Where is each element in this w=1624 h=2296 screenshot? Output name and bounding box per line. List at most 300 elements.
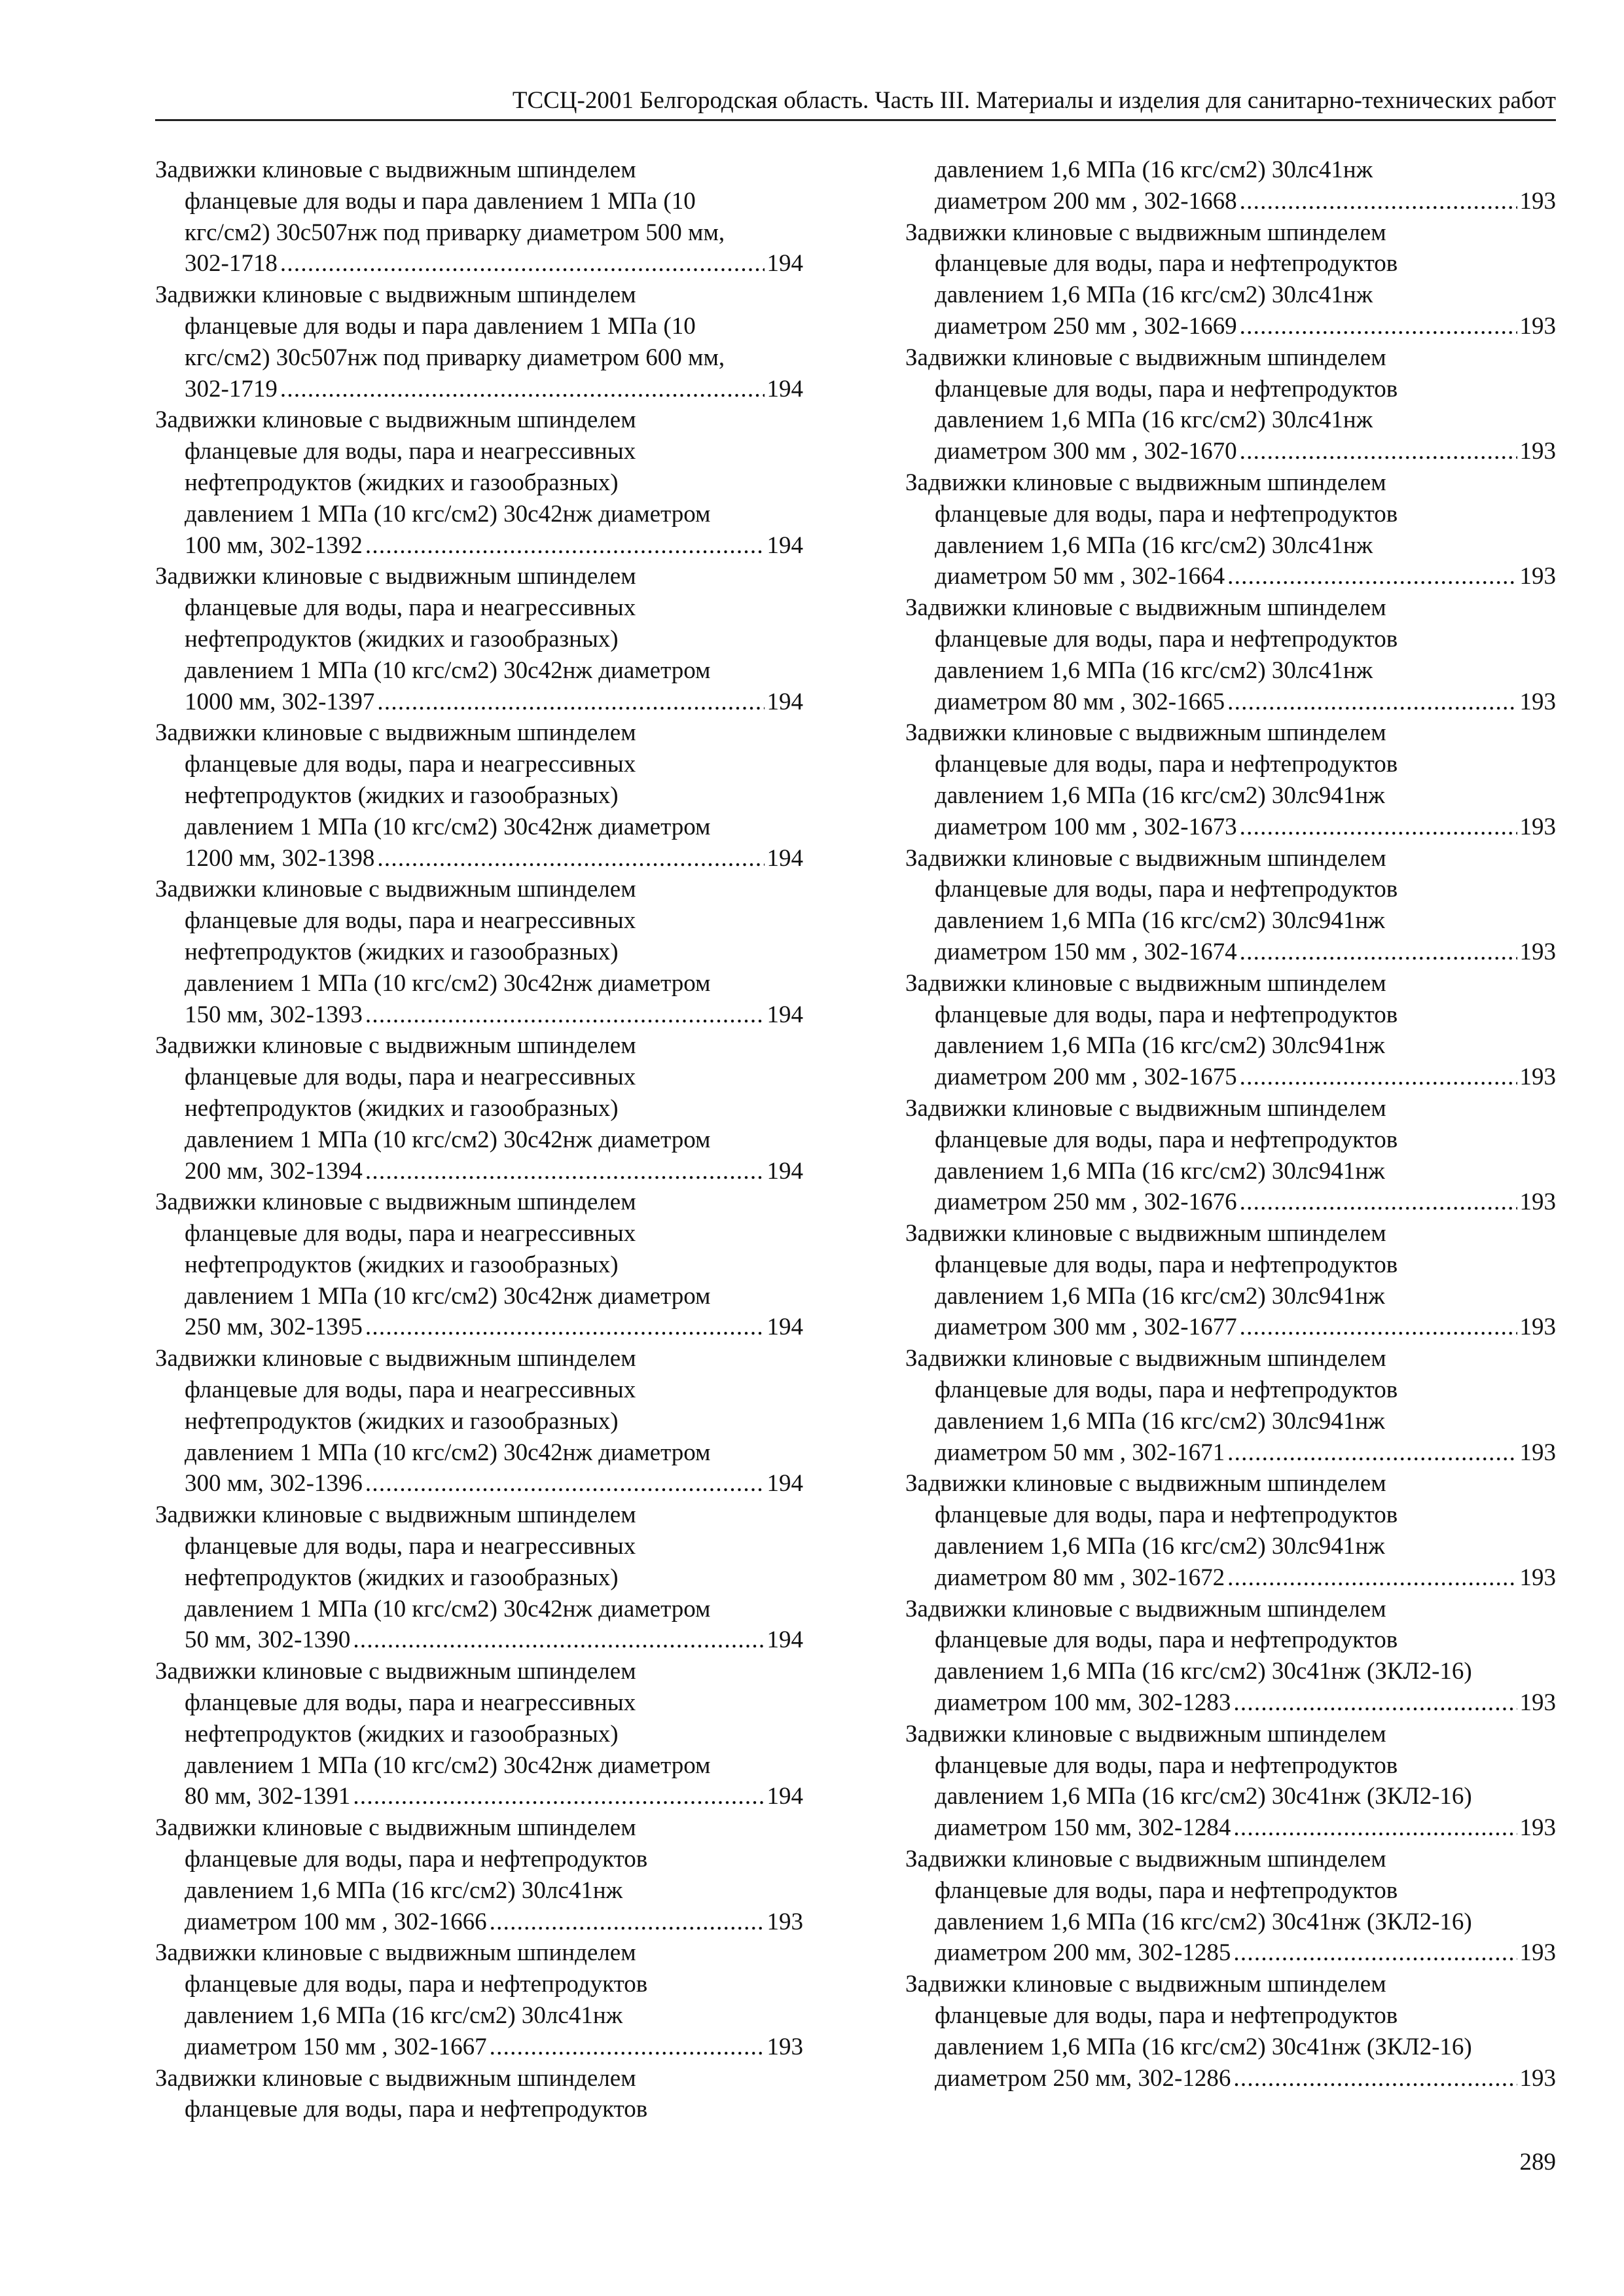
entry-text: давлением 1 МПа (10 кгс/см2) 30с42нж диаметром <box>185 1751 711 1779</box>
entry-text: Задвижки клиновые с выдвижным шпинделем <box>155 1501 636 1529</box>
entry-text: Задвижки клиновые с выдвижным шпинделем <box>905 1220 1386 1247</box>
index-entry-line <box>155 717 803 749</box>
entry-page-number: 193 <box>767 2033 803 2060</box>
entry-page-number: 193 <box>1519 438 1556 465</box>
entry-page-number: 194 <box>767 1314 803 1341</box>
dot-leader <box>1240 186 1517 217</box>
entry-page-number: 193 <box>1519 1939 1556 1967</box>
dot-leader <box>1227 1437 1517 1469</box>
index-entry-last-line <box>905 1687 1556 1719</box>
index-entry-line <box>905 905 1556 937</box>
index-entry-line <box>155 905 803 937</box>
dot-leader <box>365 530 765 562</box>
entry-text: 100 мм, 302-1392 <box>185 531 363 559</box>
entry-text: фланцевые для воды, пара и нефтепродуктов <box>185 1971 648 1998</box>
entry-text: фланцевые для воды, пара и нефтепродуктов <box>935 1501 1398 1529</box>
index-entry-line <box>905 499 1556 530</box>
dot-leader <box>353 1624 764 1656</box>
entry-text: Задвижки клиновые с выдвижным шпинделем <box>155 563 636 590</box>
entry-text: фланцевые для воды, пара и нефтепродуктов <box>935 751 1398 778</box>
entry-page-number: 193 <box>1519 312 1556 340</box>
entry-text: фланцевые для воды, пара и нефтепродуктов <box>935 500 1398 528</box>
index-entry-line <box>155 2000 803 2032</box>
index-entry-last-line <box>905 1062 1556 1093</box>
entry-text: нефтепродуктов (жидких и газообразных) <box>185 1251 619 1278</box>
entry-page-number: 193 <box>1519 187 1556 215</box>
entry-text: диаметром 200 мм , 302-1675 <box>935 1064 1237 1091</box>
index-entry-line <box>155 780 803 812</box>
entry-text: Задвижки клиновые с выдвижным шпинделем <box>905 719 1386 747</box>
entry-text: фланцевые для воды, пара и нефтепродуктов <box>935 876 1398 903</box>
dot-leader <box>280 374 765 405</box>
index-entry-line <box>905 374 1556 405</box>
dot-leader <box>1227 1562 1517 1594</box>
index-entry-line <box>155 624 803 655</box>
entry-text: Задвижки клиновые с выдвижным шпинделем <box>905 1094 1386 1122</box>
index-entry-line <box>155 561 803 592</box>
index-entry-last-line <box>155 687 803 718</box>
entry-text: Задвижки клиновые с выдвижным шпинделем <box>155 876 636 903</box>
entry-text: Задвижки клиновые с выдвижным шпинделем <box>155 2064 636 2092</box>
index-entry-line <box>155 1249 803 1281</box>
index-entry-line <box>905 1124 1556 1156</box>
entry-text: Задвижки клиновые с выдвижным шпинделем <box>905 594 1386 622</box>
entry-text: давлением 1,6 МПа (16 кгс/см2) 30с41нж (ЗКЛ2-16) <box>935 1658 1472 1685</box>
index-entry-line <box>155 436 803 467</box>
index-entry-line <box>155 1844 803 1875</box>
entry-text: 80 мм, 302-1391 <box>185 1783 351 1810</box>
index-entry-last-line <box>155 1781 803 1812</box>
index-entry-last-line <box>905 561 1556 592</box>
index-entry-last-line <box>905 1562 1556 1594</box>
index-entry-line <box>905 1781 1556 1812</box>
entry-text: давлением 1,6 МПа (16 кгс/см2) 30лс941нж <box>935 907 1385 935</box>
entry-text: 302-1718 <box>185 250 278 278</box>
index-entry-last-line <box>155 843 803 874</box>
entry-text: 200 мм, 302-1394 <box>185 1157 363 1185</box>
index-entry-line <box>155 1594 803 1625</box>
index-entry-line <box>905 342 1556 374</box>
entry-text: 250 мм, 302-1395 <box>185 1314 363 1341</box>
index-entry-line <box>905 968 1556 999</box>
entry-text: давлением 1,6 МПа (16 кгс/см2) 30лс41нж <box>935 531 1373 559</box>
entry-page-number: 194 <box>767 531 803 559</box>
index-entry-line <box>905 655 1556 687</box>
entry-text: диаметром 250 мм , 302-1669 <box>935 312 1237 340</box>
entry-text: фланцевые для воды, пара и неагрессивных <box>185 751 636 778</box>
entry-text: давлением 1,6 МПа (16 кгс/см2) 30лс941нж <box>935 781 1385 809</box>
entry-text: Задвижки клиновые с выдвижным шпинделем <box>905 1720 1386 1748</box>
index-entry-line <box>905 1218 1556 1249</box>
entry-text: Задвижки клиновые с выдвижным шпинделем <box>155 281 636 309</box>
entry-page-number: 194 <box>767 375 803 403</box>
index-entry-line <box>155 1406 803 1437</box>
dot-leader <box>365 1468 765 1499</box>
entry-text: диаметром 200 мм, 302-1285 <box>935 1939 1231 1967</box>
entry-text: фланцевые для воды, пара и неагрессивных <box>185 1064 636 1091</box>
entry-text: фланцевые для воды и пара давлением 1 МПа (10 <box>185 187 696 215</box>
index-entry-line <box>155 154 803 186</box>
index-entry-last-line <box>905 812 1556 843</box>
dot-leader <box>1233 1937 1517 1969</box>
index-entry-line <box>155 1281 803 1312</box>
entry-text: фланцевые для воды, пара и неагрессивных <box>185 594 636 622</box>
entry-page-number: 193 <box>1519 1314 1556 1341</box>
index-entry-line <box>155 1969 803 2000</box>
entry-text: Задвижки клиновые с выдвижным шпинделем <box>155 406 636 434</box>
entry-text: давлением 1 МПа (10 кгс/см2) 30с42нж диаметром <box>185 1282 711 1310</box>
dot-leader <box>1227 687 1517 718</box>
index-entry-last-line <box>155 1624 803 1656</box>
index-entry-line <box>155 1062 803 1093</box>
index-entry-line <box>155 499 803 530</box>
index-entry-line <box>155 749 803 780</box>
entry-text: 1200 мм, 302-1398 <box>185 844 375 872</box>
index-entry-line <box>905 217 1556 249</box>
entry-text: давлением 1,6 МПа (16 кгс/см2) 30лс941нж <box>935 1533 1385 1560</box>
entry-text: кгс/см2) 30с507нж под приварку диаметром 500 мм, <box>185 219 725 246</box>
index-entry-line <box>155 1875 803 1907</box>
entry-text: диаметром 100 мм , 302-1666 <box>185 1908 487 1935</box>
index-entry-line <box>905 1249 1556 1281</box>
index-entry-line <box>155 1812 803 1844</box>
index-entry-line <box>905 1468 1556 1499</box>
index-entry-line <box>155 812 803 843</box>
entry-text: фланцевые для воды и пара давлением 1 МПа (10 <box>185 312 696 340</box>
entry-text: фланцевые для воды, пара и нефтепродуктов <box>935 1001 1398 1028</box>
entry-text: давлением 1,6 МПа (16 кгс/см2) 30лс41нж <box>185 1876 623 1904</box>
entry-text: диаметром 300 мм , 302-1670 <box>935 438 1237 465</box>
index-entry-line <box>155 1093 803 1124</box>
entry-text: фланцевые для воды, пара и неагрессивных <box>185 438 636 465</box>
index-entry-line <box>155 1531 803 1562</box>
index-entry-line <box>155 968 803 999</box>
entry-text: Задвижки клиновые с выдвижным шпинделем <box>155 719 636 747</box>
entry-page-number: 193 <box>1519 813 1556 840</box>
index-entry-last-line <box>905 937 1556 968</box>
index-entry-line <box>905 1343 1556 1374</box>
index-entry-line <box>905 1093 1556 1124</box>
index-entry-line <box>905 1499 1556 1531</box>
entry-text: 300 мм, 302-1396 <box>185 1470 363 1498</box>
entry-text: фланцевые для воды, пара и нефтепродуктов <box>185 2096 648 2123</box>
index-entry-line <box>155 1687 803 1719</box>
index-entry-line <box>905 1030 1556 1062</box>
index-entry-line <box>905 1907 1556 1938</box>
entry-text: нефтепродуктов (жидких и газообразных) <box>185 1094 619 1122</box>
entry-text: давлением 1,6 МПа (16 кгс/см2) 30лс941нж <box>935 1157 1385 1185</box>
dot-leader <box>365 999 765 1031</box>
entry-text: диаметром 100 мм, 302-1283 <box>935 1689 1231 1717</box>
index-entry-line <box>155 467 803 499</box>
entry-page-number: 193 <box>1519 1814 1556 1842</box>
entry-text: нефтепродуктов (жидких и газообразных) <box>185 1720 619 1748</box>
entry-page-number: 193 <box>1519 1189 1556 1216</box>
entry-page-number: 193 <box>1519 1439 1556 1466</box>
entry-page-number: 194 <box>767 1001 803 1028</box>
entry-text: фланцевые для воды, пара и неагрессивных <box>185 1220 636 1247</box>
index-entry-line <box>905 999 1556 1031</box>
index-entry-line <box>905 1374 1556 1406</box>
dot-leader <box>1240 812 1517 843</box>
index-entry-line <box>155 1719 803 1750</box>
entry-text: Задвижки клиновые с выдвижным шпинделем <box>155 1939 636 1967</box>
index-entry-line <box>905 2000 1556 2032</box>
dot-leader <box>1240 937 1517 968</box>
entry-text: диаметром 100 мм , 302-1673 <box>935 813 1237 840</box>
index-entry-line <box>155 1343 803 1374</box>
dot-leader <box>365 1156 765 1187</box>
dot-leader <box>1240 1312 1517 1343</box>
entry-text: диаметром 150 мм , 302-1667 <box>185 2033 487 2060</box>
entry-page-number: 193 <box>1519 1564 1556 1591</box>
dot-leader <box>1240 311 1517 342</box>
index-entry-line <box>905 874 1556 905</box>
entry-page-number: 194 <box>767 688 803 715</box>
entry-text: фланцевые для воды, пара и нефтепродуктов <box>935 1126 1398 1153</box>
index-column-left <box>155 154 803 2125</box>
entry-text: давлением 1 МПа (10 кгс/см2) 30с42нж диаметром <box>185 500 711 528</box>
entry-text: фланцевые для воды, пара и нефтепродуктов <box>935 1876 1398 1904</box>
entry-text: давлением 1 МПа (10 кгс/см2) 30с42нж диаметром <box>185 656 711 684</box>
entry-text: диаметром 80 мм , 302-1665 <box>935 688 1225 715</box>
entry-page-number: 194 <box>767 250 803 278</box>
entry-text: диаметром 150 мм , 302-1674 <box>935 938 1237 965</box>
index-entry-line <box>155 1499 803 1531</box>
entry-text: фланцевые для воды, пара и нефтепродуктов <box>935 1251 1398 1278</box>
entry-text: нефтепродуктов (жидких и газообразных) <box>185 781 619 809</box>
index-entry-line <box>905 1281 1556 1312</box>
entry-text: Задвижки клиновые с выдвижным шпинделем <box>905 1470 1386 1498</box>
index-entry-last-line <box>905 436 1556 467</box>
entry-text: Задвижки клиновые с выдвижным шпинделем <box>155 1032 636 1060</box>
entry-text: фланцевые для воды, пара и нефтепродуктов <box>935 375 1398 403</box>
entry-text: фланцевые для воды, пара и нефтепродуктов <box>935 1376 1398 1404</box>
entry-text: диаметром 150 мм, 302-1284 <box>935 1814 1231 1842</box>
entry-text: Задвижки клиновые с выдвижным шпинделем <box>905 1971 1386 1998</box>
index-entry-line <box>905 1624 1556 1656</box>
entry-text: фланцевые для воды, пара и нефтепродуктов <box>935 625 1398 653</box>
index-entry-line <box>905 2032 1556 2063</box>
entry-text: давлением 1 МПа (10 кгс/см2) 30с42нж диаметром <box>185 969 711 997</box>
index-entry-last-line <box>155 530 803 562</box>
entry-text: диаметром 200 мм , 302-1668 <box>935 187 1237 215</box>
entry-text: 1000 мм, 302-1397 <box>185 688 375 715</box>
entry-text: фланцевые для воды, пара и нефтепродуктов <box>935 1751 1398 1779</box>
index-entry-last-line <box>155 1312 803 1343</box>
index-entry-line <box>905 749 1556 780</box>
index-entry-last-line <box>905 1187 1556 1218</box>
entry-text: давлением 1 МПа (10 кгс/см2) 30с42нж диаметром <box>185 1595 711 1623</box>
index-entry-line <box>905 1844 1556 1875</box>
entry-page-number: 193 <box>1519 563 1556 590</box>
entry-text: Задвижки клиновые с выдвижным шпинделем <box>905 1595 1386 1623</box>
entry-text: фланцевые для воды, пара и нефтепродуктов <box>935 2002 1398 2030</box>
index-entry-line <box>155 311 803 342</box>
index-entry-line <box>155 2063 803 2094</box>
index-entry-last-line <box>905 186 1556 217</box>
index-entry-line <box>905 717 1556 749</box>
entry-text: нефтепродуктов (жидких и газообразных) <box>185 1564 619 1591</box>
dot-leader <box>1233 2063 1517 2094</box>
entry-text: давлением 1 МПа (10 кгс/см2) 30с42нж диаметром <box>185 1126 711 1153</box>
entry-text: давлением 1,6 МПа (16 кгс/см2) 30лс941нж <box>935 1032 1385 1060</box>
entry-page-number: 193 <box>1519 1064 1556 1091</box>
index-entry-line <box>905 843 1556 874</box>
dot-leader <box>365 1312 765 1343</box>
entry-page-number: 193 <box>767 1908 803 1935</box>
entry-page-number: 193 <box>1519 688 1556 715</box>
index-entry-line <box>905 248 1556 279</box>
index-entry-last-line <box>905 1312 1556 1343</box>
dot-leader <box>280 248 765 279</box>
entry-text: давлением 1,6 МПа (16 кгс/см2) 30с41нж (ЗКЛ2-16) <box>935 1783 1472 1810</box>
dot-leader <box>490 1907 765 1938</box>
index-entry-line <box>905 1750 1556 1782</box>
dot-leader <box>490 2032 765 2063</box>
entry-text: давлением 1 МПа (10 кгс/см2) 30с42нж диаметром <box>185 1439 711 1466</box>
entry-text: давлением 1,6 МПа (16 кгс/см2) 30лс41нж <box>935 281 1373 309</box>
index-entry-line <box>155 1124 803 1156</box>
index-entry-line <box>905 1531 1556 1562</box>
index-entry-line <box>905 404 1556 436</box>
entry-text: Задвижки клиновые с выдвижным шпинделем <box>905 219 1386 246</box>
header-title: ТССЦ-2001 Белгородская область. Часть III. Материалы и изделия для санитарно-технических работ <box>512 87 1556 114</box>
index-entry-line <box>905 1719 1556 1750</box>
index-entry-line <box>155 2094 803 2125</box>
entry-text: Задвижки клиновые с выдвижным шпинделем <box>905 969 1386 997</box>
dot-leader <box>1240 1187 1517 1218</box>
index-entry-line <box>155 1937 803 1969</box>
entry-text: нефтепродуктов (жидких и газообразных) <box>185 469 619 496</box>
index-entry-line <box>905 1875 1556 1907</box>
index-entry-line <box>905 780 1556 812</box>
entry-text: 150 мм, 302-1393 <box>185 1001 363 1028</box>
index-entry-line <box>905 279 1556 311</box>
entry-text: Задвижки клиновые с выдвижным шпинделем <box>905 469 1386 496</box>
index-entry-line <box>905 1656 1556 1687</box>
index-entry-line <box>155 1218 803 1249</box>
entry-text: нефтепродуктов (жидких и газообразных) <box>185 938 619 965</box>
index-entry-line <box>155 186 803 217</box>
entry-text: фланцевые для воды, пара и нефтепродуктов <box>935 1626 1398 1654</box>
index-entry-line <box>155 937 803 968</box>
index-entry-line <box>155 217 803 249</box>
index-entry-last-line <box>155 999 803 1031</box>
entry-text: 302-1719 <box>185 375 278 403</box>
index-entry-last-line <box>155 1156 803 1187</box>
index-entry-last-line <box>155 1907 803 1938</box>
index-entry-last-line <box>155 248 803 279</box>
index-entry-last-line <box>905 1812 1556 1844</box>
entry-page-number: 194 <box>767 1470 803 1498</box>
entry-text: давлением 1,6 МПа (16 кгс/см2) 30с41нж (ЗКЛ2-16) <box>935 1908 1472 1935</box>
index-entry-line <box>905 624 1556 655</box>
index-entry-line <box>155 1656 803 1687</box>
entry-text: Задвижки клиновые с выдвижным шпинделем <box>155 1658 636 1685</box>
index-entry-line <box>905 530 1556 562</box>
dot-leader <box>1240 436 1517 467</box>
index-entry-last-line <box>905 1937 1556 1969</box>
entry-text: Задвижки клиновые с выдвижным шпинделем <box>155 1345 636 1372</box>
index-entry-line <box>905 592 1556 624</box>
entry-text: диаметром 50 мм , 302-1671 <box>935 1439 1225 1466</box>
dot-leader <box>1233 1687 1517 1719</box>
index-entry-line <box>155 592 803 624</box>
page-number: 289 <box>1519 2149 1556 2176</box>
entry-page-number: 194 <box>767 1157 803 1185</box>
entry-text: диаметром 300 мм , 302-1677 <box>935 1314 1237 1341</box>
entry-page-number: 194 <box>767 844 803 872</box>
entry-text: Задвижки клиновые с выдвижным шпинделем <box>905 1846 1386 1873</box>
index-entry-line <box>905 1594 1556 1625</box>
entry-text: фланцевые для воды, пара и неагрессивных <box>185 1689 636 1717</box>
index-entry-line <box>905 467 1556 499</box>
entry-text: Задвижки клиновые с выдвижным шпинделем <box>155 1189 636 1216</box>
entry-text: давлением 1,6 МПа (16 кгс/см2) 30лс41нж <box>935 656 1373 684</box>
index-entry-line <box>155 1562 803 1594</box>
index-column-right <box>905 154 1556 2094</box>
entry-text: давлением 1,6 МПа (16 кгс/см2) 30с41нж (ЗКЛ2-16) <box>935 2033 1472 2060</box>
index-entry-line <box>155 1437 803 1469</box>
entry-text: фланцевые для воды, пара и неагрессивных <box>185 1376 636 1404</box>
index-entry-line <box>155 655 803 687</box>
index-entry-last-line <box>905 687 1556 718</box>
entry-text: фланцевые для воды, пара и неагрессивных <box>185 1533 636 1560</box>
index-entry-line <box>155 342 803 374</box>
entry-page-number: 194 <box>767 1783 803 1810</box>
page-header <box>155 85 1556 121</box>
entry-text: фланцевые для воды, пара и нефтепродуктов <box>935 250 1398 278</box>
entry-text: Задвижки клиновые с выдвижным шпинделем <box>155 156 636 183</box>
entry-text: Задвижки клиновые с выдвижным шпинделем <box>905 844 1386 872</box>
dot-leader <box>1233 1812 1517 1844</box>
index-entry-line <box>155 279 803 311</box>
dot-leader <box>377 843 764 874</box>
index-entry-last-line <box>155 1468 803 1499</box>
index-entry-line <box>155 874 803 905</box>
dot-leader <box>1227 561 1517 592</box>
index-entry-line <box>905 1406 1556 1437</box>
entry-text: диаметром 50 мм , 302-1664 <box>935 563 1225 590</box>
entry-page-number: 194 <box>767 1626 803 1654</box>
entry-text: кгс/см2) 30с507нж под приварку диаметром 600 мм, <box>185 344 725 371</box>
entry-text: давлением 1,6 МПа (16 кгс/см2) 30лс941нж <box>935 1407 1385 1435</box>
entry-text: Задвижки клиновые с выдвижным шпинделем <box>905 1345 1386 1372</box>
index-entry-last-line <box>905 1437 1556 1469</box>
index-entry-line <box>155 1187 803 1218</box>
entry-text: 50 мм, 302-1390 <box>185 1626 351 1654</box>
entry-text: диаметром 250 мм , 302-1676 <box>935 1189 1237 1216</box>
index-entry-line <box>905 1969 1556 2000</box>
entry-text: давлением 1,6 МПа (16 кгс/см2) 30лс41нж <box>935 406 1373 434</box>
index-entry-last-line <box>155 374 803 405</box>
entry-page-number: 193 <box>1519 2064 1556 2092</box>
entry-text: нефтепродуктов (жидких и газообразных) <box>185 1407 619 1435</box>
dot-leader <box>1240 1062 1517 1093</box>
index-entry-last-line <box>155 2032 803 2063</box>
dot-leader <box>353 1781 764 1812</box>
index-entry-line <box>905 154 1556 186</box>
entry-text: диаметром 80 мм , 302-1672 <box>935 1564 1225 1591</box>
entry-text: давлением 1,6 МПа (16 кгс/см2) 30лс41нж <box>185 2002 623 2030</box>
entry-text: нефтепродуктов (жидких и газообразных) <box>185 625 619 653</box>
index-entry-line <box>155 1374 803 1406</box>
index-entry-last-line <box>905 2063 1556 2094</box>
entry-text: фланцевые для воды, пара и неагрессивных <box>185 907 636 935</box>
index-entry-line <box>155 1030 803 1062</box>
index-entry-line <box>905 1156 1556 1187</box>
